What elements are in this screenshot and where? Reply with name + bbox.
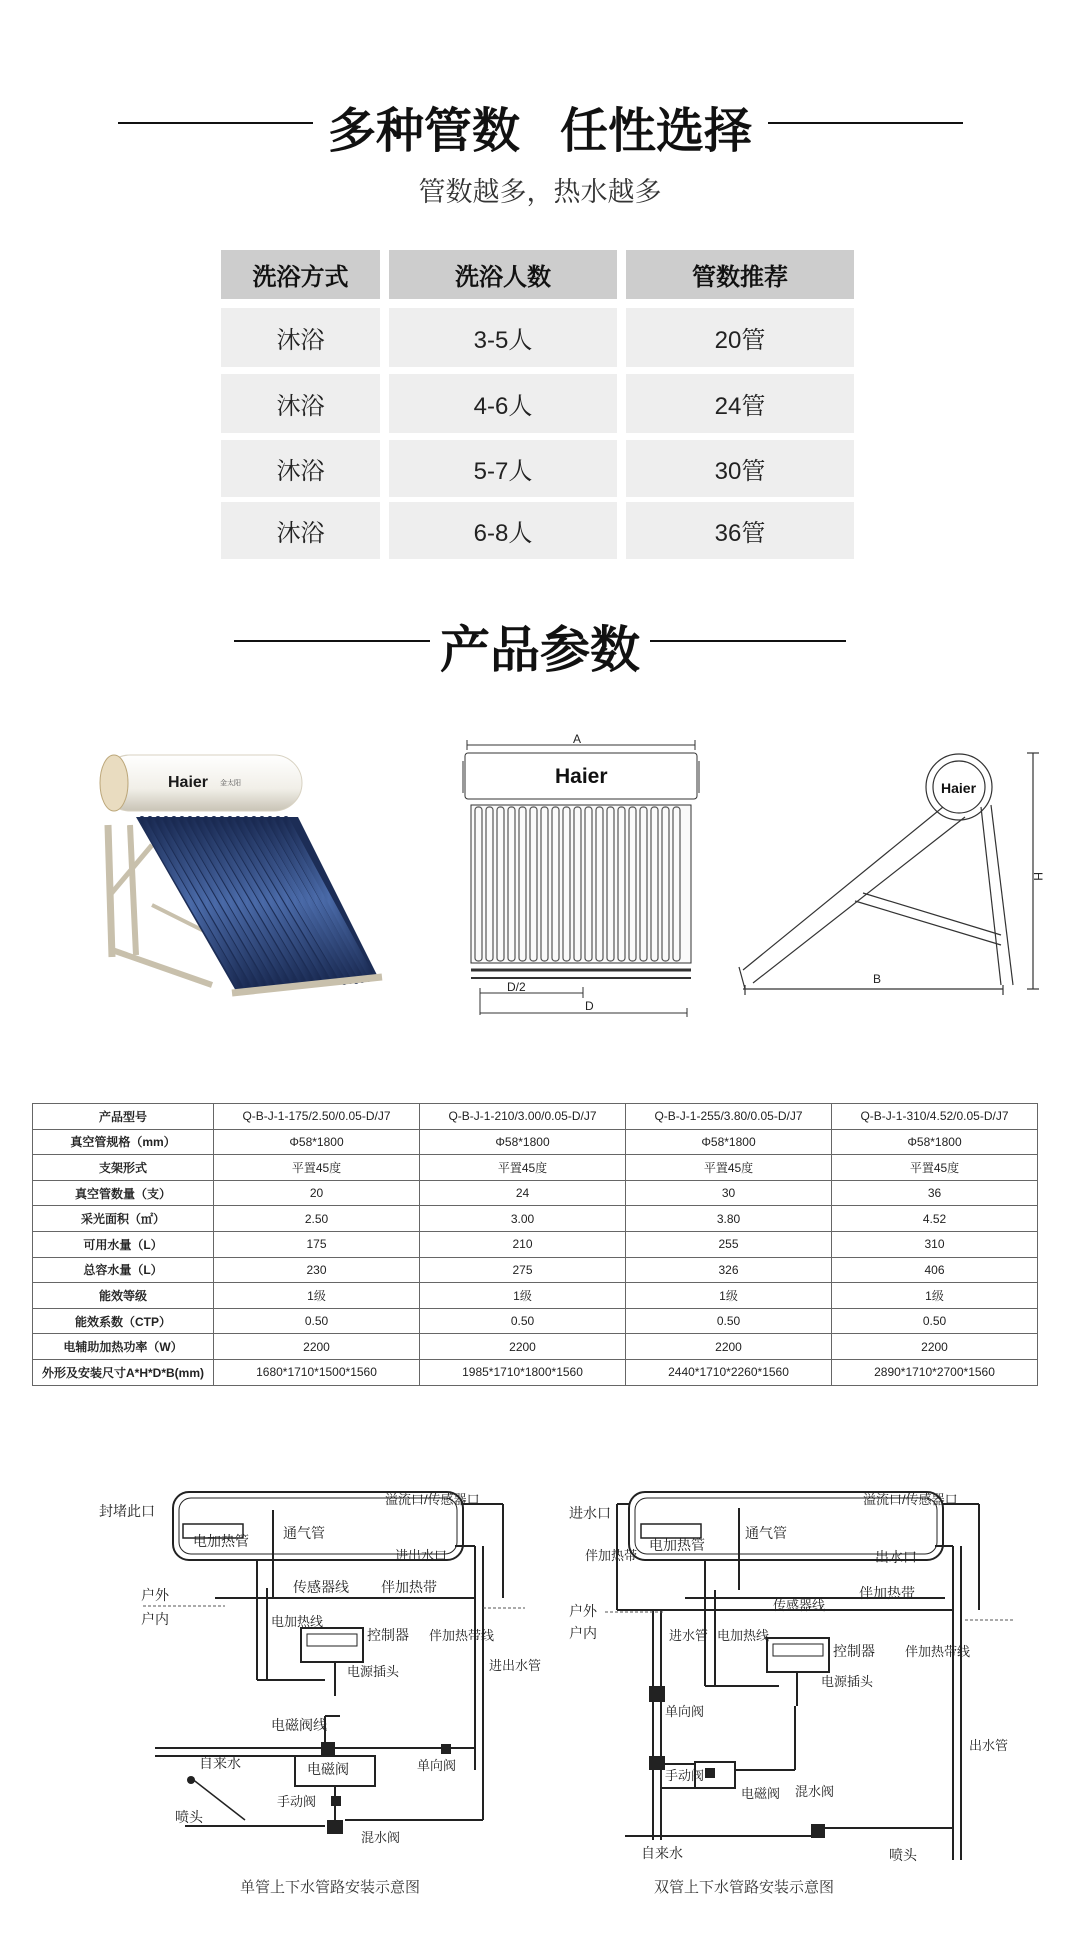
table-cell: 30管 [626, 440, 854, 497]
label-tape-line: 伴加热带线 [429, 1628, 495, 1643]
table-cell: 沐浴 [221, 374, 380, 433]
spec-row [33, 1104, 1038, 1130]
spec-cell: 0.50 [420, 1308, 626, 1334]
label-heater: 电加热管 [193, 1533, 249, 1549]
label-overflow: 溢流口/传感器口 [385, 1492, 480, 1507]
spec-cell: 2200 [214, 1334, 420, 1360]
double-pipe-diagram [565, 1480, 1035, 1863]
label-mixer: 混水阀 [361, 1830, 401, 1845]
spec-cell: 36 [832, 1180, 1038, 1206]
product-label: 金太阳 [220, 780, 241, 787]
spec-cell: 406 [832, 1257, 1038, 1283]
label-inout: 进出水口 [395, 1548, 448, 1563]
label-vent: 通气管 [283, 1525, 325, 1541]
section-title-tubes: 多种管数 任性选择 [327, 105, 752, 158]
label-outdoor: 户外 [141, 1587, 169, 1603]
spec-cell: 326 [626, 1257, 832, 1283]
spec-cell: 1级 [832, 1283, 1038, 1309]
spec-row-label: 总容水量（L） [33, 1257, 214, 1283]
label-plug-socket: 电源插头 [347, 1664, 400, 1679]
spec-cell: 0.50 [832, 1308, 1038, 1334]
label-plug-socket: 电源插头 [821, 1674, 874, 1689]
spec-cell: 1985*1710*1800*1560 [420, 1359, 626, 1385]
table-header-cell: 洗浴人数 [389, 250, 617, 299]
spec-row-label: 能效系数（CTP） [33, 1308, 214, 1334]
label-manual-valve: 手动阀 [665, 1768, 705, 1783]
spec-cell: 2890*1710*2700*1560 [832, 1359, 1038, 1385]
spec-row [33, 1283, 1038, 1309]
spec-cell: 平置45度 [626, 1155, 832, 1181]
spec-row [33, 1308, 1038, 1334]
spec-cell: 230 [214, 1257, 420, 1283]
section-subtitle: 管数越多，热水越多 [418, 177, 662, 207]
spec-cell: 2440*1710*2260*1560 [626, 1359, 832, 1385]
spec-cell: 1级 [626, 1283, 832, 1309]
spec-cell: Φ58*1800 [214, 1129, 420, 1155]
label-tape: 伴加热带 [585, 1548, 638, 1563]
spec-cell: Φ58*1800 [832, 1129, 1038, 1155]
spec-row [33, 1359, 1038, 1385]
dimension-h-label: H [1031, 872, 1045, 881]
label-plug: 封堵此口 [99, 1503, 155, 1519]
label-heat-tape: 伴加热带 [859, 1585, 915, 1601]
spec-cell: 20 [214, 1180, 420, 1206]
label-shower: 喷头 [889, 1847, 917, 1863]
label-outlet: 出水口 [875, 1549, 917, 1565]
label-heat-line: 电加热线 [717, 1628, 770, 1643]
label-mixer: 混水阀 [795, 1784, 835, 1799]
spec-cell: 1级 [420, 1283, 626, 1309]
spec-row [33, 1206, 1038, 1232]
label-tap-water: 自来水 [199, 1755, 241, 1771]
side-brand-logo: Haier [941, 780, 977, 796]
diagram-caption-single: 单管上下水管路安装示意图 [240, 1879, 421, 1896]
table-cell: 5-7人 [389, 440, 617, 497]
spec-cell: 2200 [626, 1334, 832, 1360]
spec-cell: 1级 [214, 1283, 420, 1309]
dimension-a-label: A [573, 732, 582, 746]
spec-row-label: 电辅助加热功率（W） [33, 1334, 214, 1360]
spec-cell: 2200 [420, 1334, 626, 1360]
dimension-d-label: D [585, 999, 594, 1013]
label-sensor-line: 传感器线 [293, 1579, 349, 1595]
spec-row-label: 外形及安装尺寸A*H*D*B(mm) [33, 1359, 214, 1385]
table-cell: 4-6人 [389, 374, 617, 433]
table-cell: 3-5人 [389, 308, 617, 367]
spec-cell: 1680*1710*1500*1560 [214, 1359, 420, 1385]
dimension-b-label: B [873, 972, 882, 986]
table-cell: 沐浴 [221, 308, 380, 367]
section-title-params: 产品参数 [440, 622, 640, 678]
dimension-d-half-label: D/2 [507, 980, 526, 994]
label-solenoid: 电磁阀 [741, 1786, 781, 1801]
spec-cell: Q-B-J-1-210/3.00/0.05-D/J7 [420, 1104, 626, 1130]
spec-cell: Q-B-J-1-310/4.52/0.05-D/J7 [832, 1104, 1038, 1130]
table-cell: 沐浴 [221, 440, 380, 497]
front-view-drawing [455, 725, 705, 1015]
spec-cell: 255 [626, 1231, 832, 1257]
label-overflow: 溢流口/传感器口 [863, 1492, 958, 1507]
title-rule-left [234, 640, 430, 642]
spec-cell: 30 [626, 1180, 832, 1206]
table-cell: 沐浴 [221, 502, 380, 559]
diagram-caption-double: 双管上下水管路安装示意图 [654, 1879, 835, 1896]
label-manual-valve: 手动阀 [277, 1794, 317, 1809]
spec-table [32, 1103, 1038, 1386]
table-cell: 24管 [626, 374, 854, 433]
spec-cell: Φ58*1800 [626, 1129, 832, 1155]
label-indoor: 户内 [569, 1625, 597, 1641]
label-out-pipe: 出水管 [969, 1738, 1009, 1753]
spec-cell: 24 [420, 1180, 626, 1206]
label-tap-water: 自来水 [641, 1845, 683, 1861]
label-inlet: 进水口 [569, 1505, 611, 1521]
product-brand-logo: Haier [168, 774, 209, 791]
label-heat-tape: 伴加热带 [381, 1579, 437, 1595]
label-outdoor: 户外 [569, 1603, 597, 1619]
spec-row-label: 真空管数量（支） [33, 1180, 214, 1206]
spec-cell: Q-B-J-1-175/2.50/0.05-D/J7 [214, 1104, 420, 1130]
spec-cell: 175 [214, 1231, 420, 1257]
spec-cell: 0.50 [214, 1308, 420, 1334]
spec-row-label: 可用水量（L） [33, 1231, 214, 1257]
spec-cell: 210 [420, 1231, 626, 1257]
title-rule-left [118, 122, 313, 124]
spec-row-label: 能效等级 [33, 1283, 214, 1309]
drawing-brand-logo: Haier [555, 765, 608, 788]
label-valve-line: 电磁阀线 [271, 1717, 327, 1733]
label-check-valve: 单向阀 [417, 1758, 457, 1773]
label-check-valve: 单向阀 [665, 1704, 705, 1719]
spec-row [33, 1334, 1038, 1360]
label-heater: 电加热管 [649, 1537, 705, 1553]
label-indoor: 户内 [141, 1611, 169, 1627]
table-cell: 20管 [626, 308, 854, 367]
table-header-cell: 管数推荐 [626, 250, 854, 299]
spec-cell: 310 [832, 1231, 1038, 1257]
label-sensor-line: 传感器线 [773, 1598, 826, 1613]
spec-cell: 3.00 [420, 1206, 626, 1232]
spec-row [33, 1129, 1038, 1155]
label-solenoid: 电磁阀 [307, 1761, 349, 1777]
product-photo [92, 745, 394, 1000]
spec-cell: 2200 [832, 1334, 1038, 1360]
label-inout-pipe: 进出水管 [489, 1658, 542, 1673]
label-controller: 控制器 [367, 1627, 409, 1643]
spec-cell: Φ58*1800 [420, 1129, 626, 1155]
spec-row-label: 支架形式 [33, 1155, 214, 1181]
spec-cell: 平置45度 [214, 1155, 420, 1181]
label-shower: 喷头 [175, 1809, 203, 1825]
spec-cell: Q-B-J-1-255/3.80/0.05-D/J7 [626, 1104, 832, 1130]
label-tape-line: 伴加热带线 [905, 1644, 971, 1659]
label-vent: 通气管 [745, 1525, 787, 1541]
spec-row-label: 产品型号 [33, 1104, 214, 1130]
spec-row-label: 采光面积（㎡） [33, 1206, 214, 1232]
single-pipe-diagram [95, 1480, 542, 1860]
spec-cell: 4.52 [832, 1206, 1038, 1232]
spec-row [33, 1155, 1038, 1181]
title-rule-right [768, 122, 963, 124]
side-view-drawing [733, 745, 1053, 1005]
label-in-pipe: 进水管 [669, 1628, 709, 1643]
spec-cell: 平置45度 [420, 1155, 626, 1181]
table-cell: 6-8人 [389, 502, 617, 559]
spec-row [33, 1257, 1038, 1283]
label-controller: 控制器 [833, 1643, 875, 1659]
spec-cell: 平置45度 [832, 1155, 1038, 1181]
spec-cell: 3.80 [626, 1206, 832, 1232]
spec-cell: 2.50 [214, 1206, 420, 1232]
table-cell: 36管 [626, 502, 854, 559]
label-heat-line: 电加热线 [271, 1614, 324, 1629]
spec-row-label: 真空管规格（mm） [33, 1129, 214, 1155]
spec-row [33, 1180, 1038, 1206]
spec-row [33, 1231, 1038, 1257]
title-rule-right [650, 640, 846, 642]
spec-cell: 0.50 [626, 1308, 832, 1334]
spec-cell: 275 [420, 1257, 626, 1283]
table-header-cell: 洗浴方式 [221, 250, 380, 299]
